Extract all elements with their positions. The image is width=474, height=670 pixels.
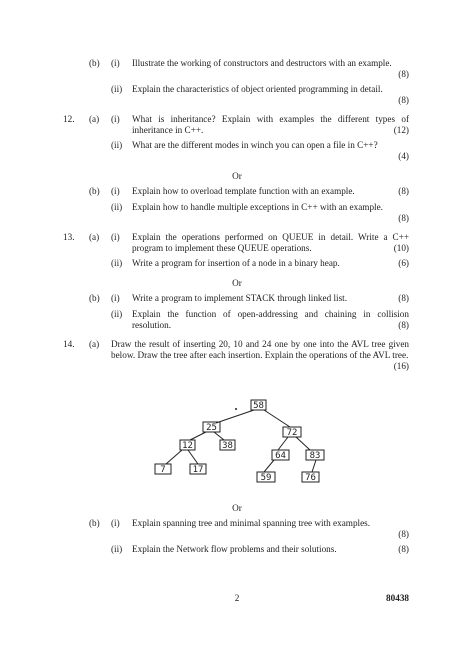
q14a-marks: (16) — [393, 361, 409, 371]
node-12-label: 12 — [182, 441, 193, 451]
q14-number: 14. — [63, 339, 75, 349]
q12-number: 12. — [63, 114, 75, 124]
edge-72-64 — [278, 437, 288, 450]
q14b-i-text: Explain spanning tree and minimal spanning tree with examples. — [132, 518, 371, 528]
q13-number: 13. — [63, 232, 75, 242]
node-83-label: 83 — [309, 451, 321, 461]
q12a-ii-num: (ii) — [111, 140, 123, 150]
q14b-ii-text: Explain the Network flow problems and their solutions. — [132, 544, 337, 554]
edge-83-76 — [312, 460, 316, 472]
q12a-i-text: What is inheritance? Explain with examples the different types of inheritance in C++. — [132, 114, 409, 135]
node-7-label: 7 — [160, 465, 166, 475]
node-76-label: 76 — [305, 473, 316, 483]
q13b-i-marks: (8) — [398, 293, 409, 303]
q12b-i-marks: (8) — [398, 186, 409, 196]
edge-12-17 — [188, 450, 198, 464]
q11b-i-text: Illustrate the working of constructors and destructors with an example. — [132, 58, 392, 68]
q12a-i-num: (i) — [111, 114, 120, 124]
q12a-ii-marks: (4) — [398, 151, 409, 161]
node-25-label: 25 — [206, 423, 217, 433]
q13a-i-num: (i) — [111, 232, 120, 242]
q14b-i-num: (i) — [111, 518, 120, 528]
q13-or: Or — [232, 278, 242, 288]
node-59-label: 59 — [260, 473, 272, 483]
q11b-ii-marks: (8) — [398, 95, 409, 105]
q14b-i-marks: (8) — [398, 529, 409, 539]
q13b-i-text: Write a program to implement STACK through linked list. — [132, 293, 348, 303]
q12b-ii-text: Explain how to handle multiple exceptions in C++ with an example. — [132, 202, 383, 212]
edge-25-12 — [190, 432, 206, 440]
q11b-i-marks: (8) — [398, 69, 409, 79]
q13b-label: (b) — [89, 293, 100, 303]
node-64-label: 64 — [275, 451, 286, 461]
page-number: 2 — [234, 593, 240, 603]
q13a-i-text: Explain the operations performed on QUEUE in detail. Write a C++ program to implement these QUEUE operations. — [132, 232, 409, 253]
edge-72-83 — [296, 437, 310, 450]
q12a-i-marks: (12) — [393, 125, 409, 135]
q14a-text: Draw the result of inserting 20, 10 and 24 one by one into the AVL tree given below. Draw the tree after each insertion. Explain the operations of the AVL tree. — [111, 339, 409, 360]
q13a-ii-text: Write a program for insertion of a node in a binary heap. — [132, 258, 340, 268]
q11b-ii-text: Explain the characteristics of object oriented programming in detail. — [132, 84, 383, 94]
q12b-ii-num: (ii) — [111, 202, 123, 212]
q12b-label: (b) — [89, 186, 100, 196]
q13a-label: (a) — [89, 232, 100, 242]
pen-dot — [235, 408, 237, 410]
q11b-ii-num: (ii) — [111, 84, 123, 94]
edge-25-38 — [214, 432, 224, 440]
node-38-label: 38 — [222, 441, 233, 451]
edge-64-59 — [264, 460, 274, 472]
q13b-ii-text: Explain the function of open-addressing and chaining in collision resolution. — [132, 309, 409, 330]
q13b-ii-num: (ii) — [111, 309, 123, 319]
edge-58-25 — [216, 410, 254, 423]
q12a-ii-text: What are the different modes in winch you can open a file in C++? — [132, 140, 378, 150]
paper-code: 80438 — [386, 593, 409, 603]
q14b-ii-marks: (8) — [398, 544, 409, 554]
q13b-ii-marks: (8) — [398, 320, 409, 330]
q12-or: Or — [232, 171, 242, 181]
q14-or: Or — [232, 503, 242, 513]
node-72-label: 72 — [286, 428, 298, 438]
q12a-label: (a) — [89, 114, 100, 124]
q14b-ii-num: (ii) — [111, 544, 123, 554]
q12b-i-num: (i) — [111, 186, 120, 196]
q11b-label: (b) — [89, 58, 100, 68]
node-58-label: 58 — [253, 401, 264, 411]
q12b-i-text: Explain how to overload template function with an example. — [132, 186, 355, 196]
q11b-i-num: (i) — [111, 58, 120, 68]
node-17-label: 17 — [192, 465, 204, 475]
q13a-ii-num: (ii) — [111, 258, 123, 268]
avl-tree-diagram — [140, 392, 340, 492]
q13a-ii-marks: (6) — [398, 258, 409, 268]
q13b-i-num: (i) — [111, 293, 120, 303]
edge-58-72 — [264, 410, 290, 427]
q14b-label: (b) — [89, 518, 100, 528]
edge-12-7 — [166, 450, 182, 464]
q14a-label: (a) — [89, 339, 100, 349]
q12b-ii-marks: (8) — [398, 213, 409, 223]
q13a-i-marks: (10) — [393, 243, 409, 253]
